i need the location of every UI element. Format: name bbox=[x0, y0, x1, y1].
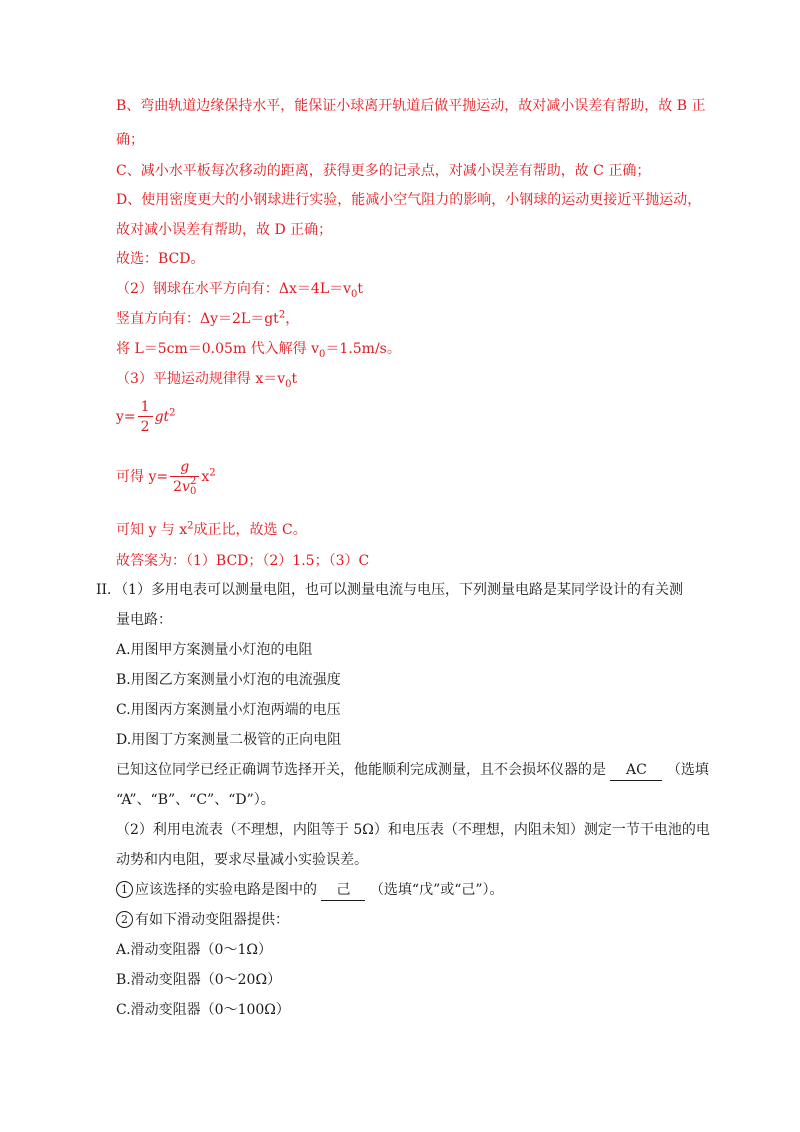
rheostat-option-a: A.滑动变阻器（0～1Ω） bbox=[116, 942, 272, 958]
solution-part2-horizontal: （2）钢球在水平方向有：$\Delta x=4L=v_0t$ bbox=[116, 281, 364, 300]
question-2-sub2: 2 有如下滑动变阻器提供： bbox=[116, 910, 289, 930]
answer-blank-ji: 己 bbox=[321, 880, 365, 901]
question-2-part1-line2: 量电路： bbox=[116, 612, 172, 628]
question-2-part1-choices: “A”、“B”、“C”、“D”）。 bbox=[116, 792, 275, 808]
solution-part2-substitution: 将 L＝5cm＝0.05m 代入解得 $v_0=1.5m/s$。 bbox=[116, 341, 401, 360]
circled-number-1: 1 bbox=[116, 881, 133, 898]
option-c: C.用图丙方案测量小灯泡两端的电压 bbox=[116, 702, 341, 718]
solution-part3-intro: （3）平抛运动规律得 $x=v_0t$ bbox=[116, 371, 298, 390]
solution-c-line: C、减小水平板每次移动的距离，获得更多的记录点，对减小误差有帮助，故 C 正确； bbox=[116, 163, 651, 179]
question-2-sub1: 1 应该选择的实验电路是图中的 己 （选填“戊”或“己”）。 bbox=[116, 880, 504, 901]
option-a: A.用图甲方案测量小灯泡的电阻 bbox=[116, 642, 313, 658]
question-number: II． bbox=[96, 582, 122, 598]
solution-d-line1: D、使用密度更大的小钢球进行实验，能减小空气阻力的影响，小钢球的运动更接近平抛运动， bbox=[116, 192, 702, 208]
circled-number-2: 2 bbox=[116, 911, 133, 928]
option-b: B.用图乙方案测量小灯泡的电流强度 bbox=[116, 672, 341, 688]
solution-b-line2: 确； bbox=[116, 132, 144, 148]
question-2-part2-line1: （2）利用电流表（不理想，内阻等于 5Ω）和电压表（不理想，内阻未知）测定一节干电池的电 bbox=[116, 822, 710, 838]
solution-b-line1: B、弯曲轨道边缘保持水平，能保证小球离开轨道后做平抛运动，故对减小误差有帮助，故 B 正 bbox=[116, 98, 706, 114]
rheostat-option-c: C.滑动变阻器（0～100Ω） bbox=[116, 1002, 290, 1018]
solution-part2-vertical: 竖直方向有：$\Delta y=2L=gt^2$， bbox=[116, 309, 300, 327]
solution-final-answer: 故答案为：（1）BCD；（2）1.5；（3）C bbox=[116, 553, 370, 569]
question-2-part1-line1: II．（1）多用电表可以测量电阻，也可以测量电流与电压，下列测量电路是某同学设计的有关测 bbox=[96, 582, 683, 598]
solution-choice-1: 故选：BCD。 bbox=[116, 251, 205, 267]
solution-d-line2: 故对减小误差有帮助，故 D 正确； bbox=[116, 222, 333, 238]
solution-conclusion: 可知 y 与 $x^2$成正比，故选 C。 bbox=[116, 520, 307, 538]
answer-blank-ac: AC bbox=[610, 760, 662, 781]
question-2-part1-prompt: 已知这位同学已经正确调节选择开关，他能顺利完成测量，且不会损坏仪器的是 AC （选填 bbox=[116, 760, 709, 781]
question-2-part2-line2: 动势和内电阻，要求尽量减小实验误差。 bbox=[116, 852, 368, 868]
equation-y-g-over-2v0sq: 可得 y= g 2v 2 0 $x^2$ bbox=[116, 458, 216, 497]
rheostat-option-b: B.滑动变阻器（0～20Ω） bbox=[116, 972, 282, 988]
option-d: D.用图丁方案测量二极管的正向电阻 bbox=[116, 732, 342, 748]
equation-y-half-gt2: y= $\frac{1}{2}$ $gt^2$ bbox=[116, 398, 176, 435]
